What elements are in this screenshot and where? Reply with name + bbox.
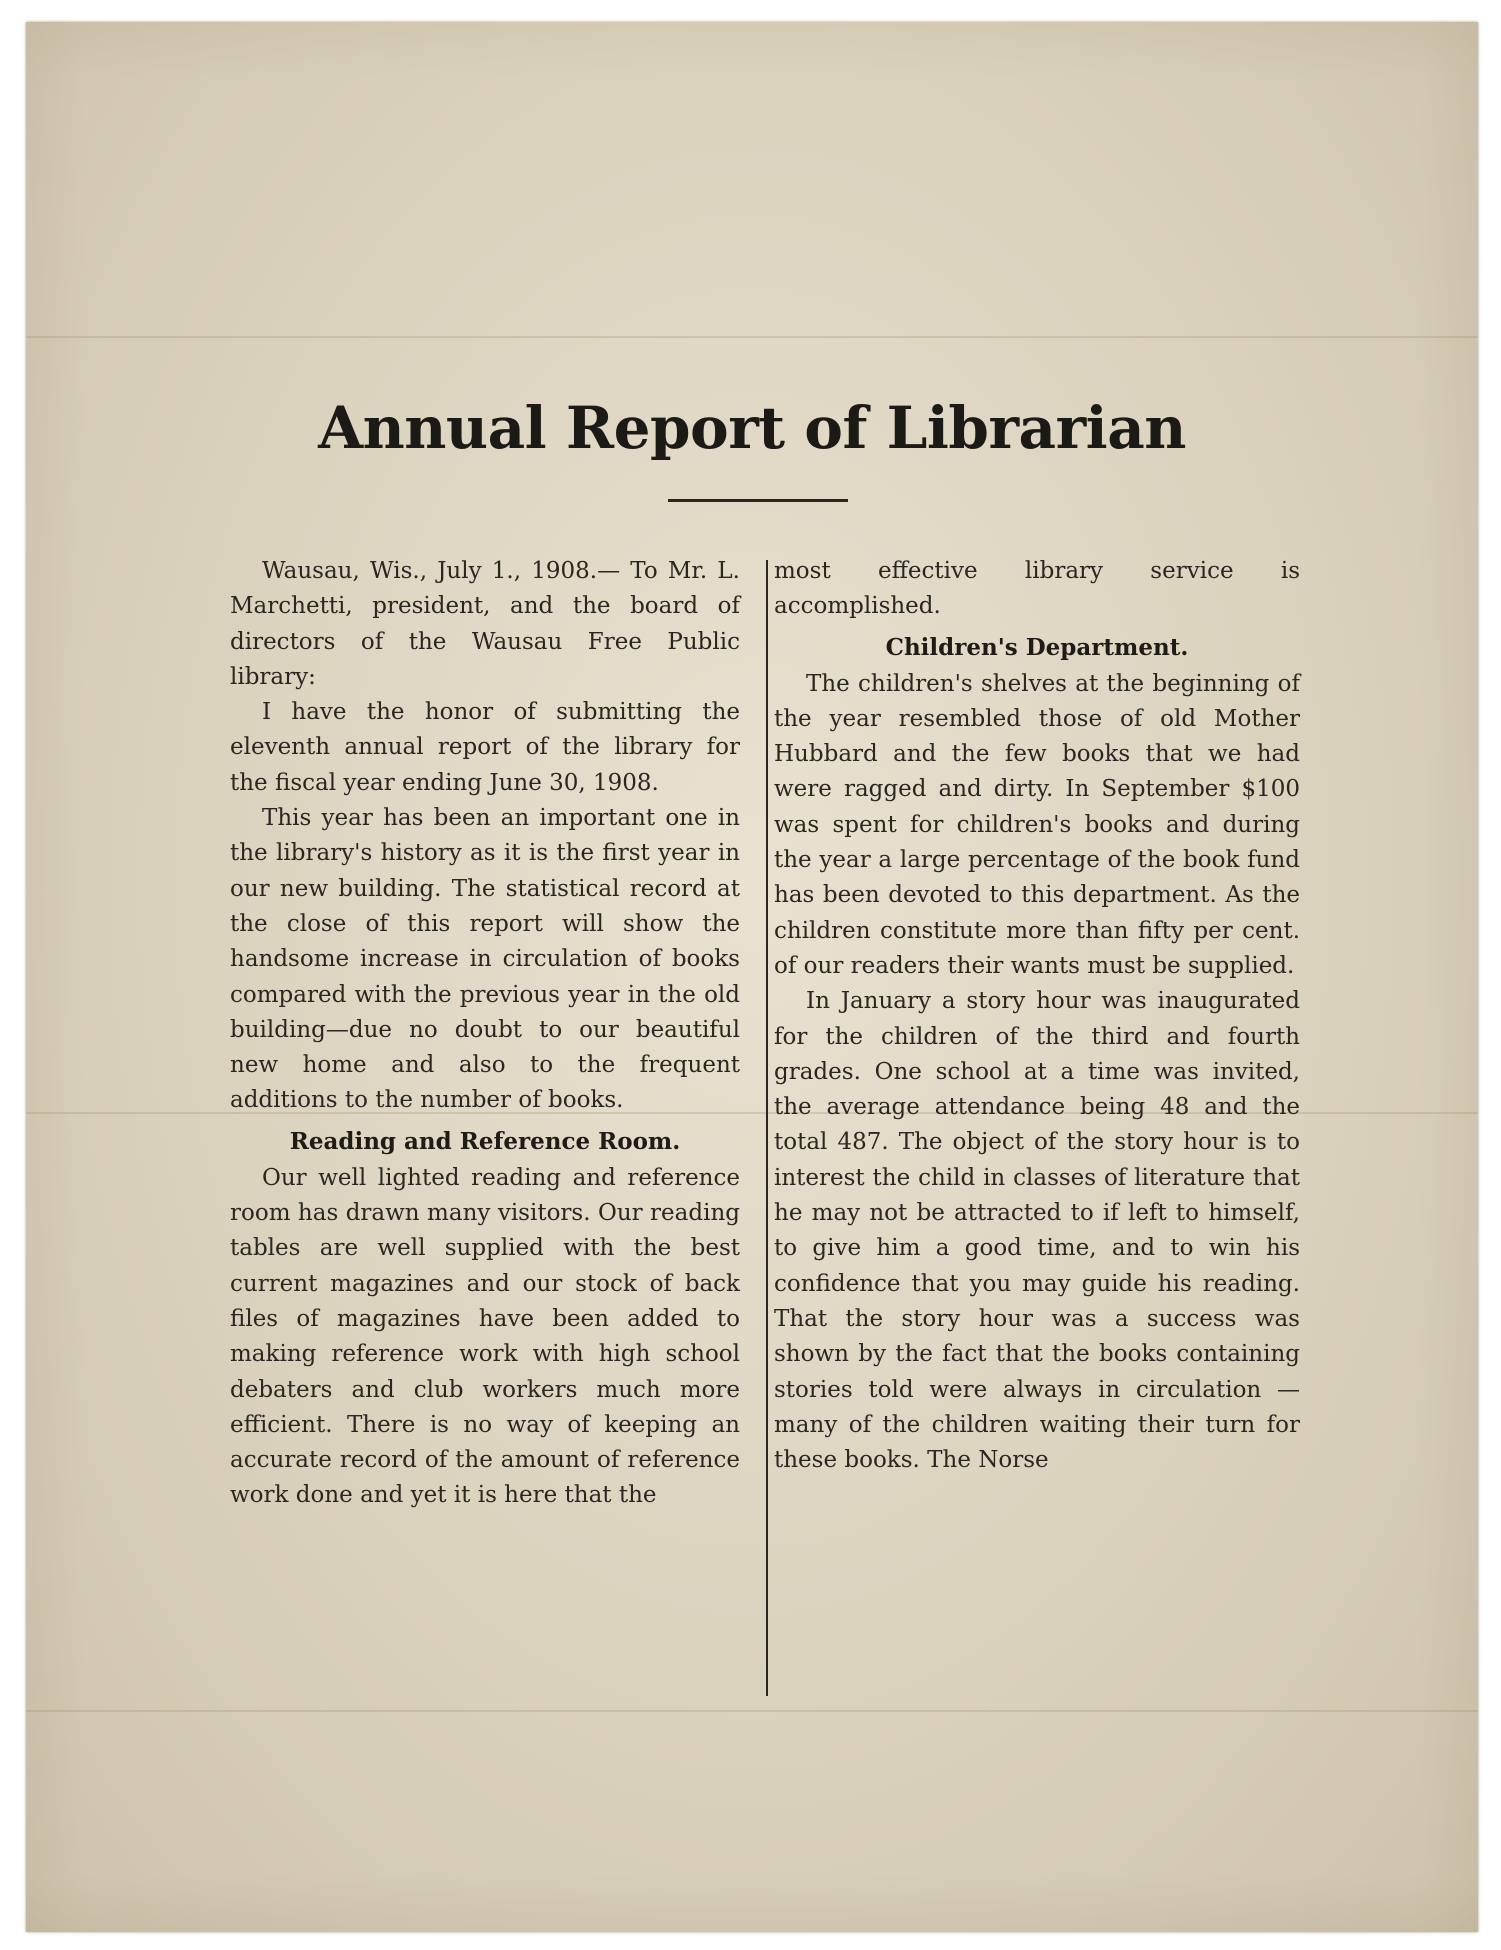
reading-room-paragraph: Our well lighted reading and reference room has drawn many visitors. Our reading tables are well supplied with the best current magazines and our stock of back files of magazines have been added to making reference work with high school debaters and club workers much more efficient. There is no way of keeping an accurate record of the amount of reference work done and yet it is here that the: [230, 1164, 740, 1509]
continuation-paragraph: most effective library service is accomplished.: [774, 558, 1300, 620]
childrens-shelves-paragraph: The children's shelves at the beginning of the year resembled those of old Mother Hubbard and the few books that we had were ragged and dirty. In September $100 was spent for children's books and during the year a large percentage of the book fund has been devoted to this department. As the children constitute more than fifty per cent. of our readers their wants must be supplied.: [774, 670, 1300, 979]
salutation-paragraph: Wausau, Wis., July 1., 1908.— To Mr. L. Marchetti, president, and the board of directors of the Wausau Free Public library:: [230, 558, 740, 690]
paper-sheet: [26, 22, 1478, 1932]
title-rule: [668, 499, 848, 502]
story-hour-paragraph: In January a story hour was inaugurated for the children of the third and fourth grades. One school at a time was invited, the average attendance being 48 and the total 487. The object of the story hour is to interest the child in classes of literature that he may not be attracted to if left to himself, to give him a good time, and to win his confidence that you may guide his reading. That the story hour was a success was shown by the fact that the books containing stories told were always in circulation —many of the children waiting their turn for these books. The Norse: [774, 988, 1300, 1474]
fold-crease-bottom: [26, 1710, 1478, 1712]
page-title: Annual Report of Librarian: [318, 394, 1186, 462]
history-paragraph: This year has been an important one in the library's history as it is the first year in our new building. The statistical record at the close of this report will show the handsome increase in circulation of books compared with the previous year in the old building—due no doubt to our beautiful new home and also to the frequent additions to the number of books.: [230, 805, 740, 1114]
left-column: [230, 554, 740, 1514]
childrens-department-heading: Children's Department.: [885, 633, 1189, 661]
intro-paragraph: I have the honor of submitting the eleventh annual report of the library for the fiscal year ending June 30, 1908.: [230, 699, 740, 796]
reading-room-heading: Reading and Reference Room.: [289, 1127, 681, 1155]
fold-crease-top: [26, 336, 1478, 338]
column-divider: [766, 560, 768, 1696]
right-column: [774, 554, 1300, 1478]
